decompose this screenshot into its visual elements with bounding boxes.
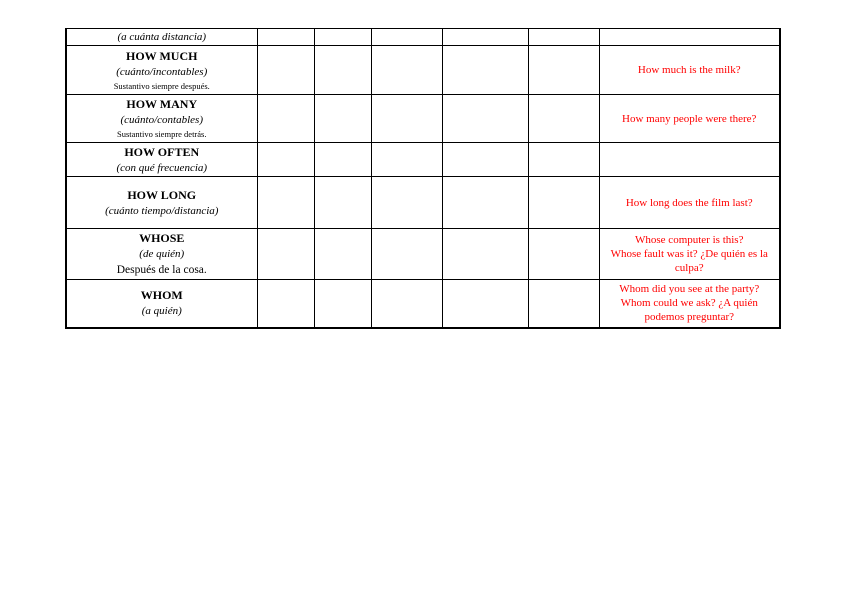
question-word-title: HOW MANY (126, 97, 198, 111)
empty-cell (257, 95, 314, 143)
example-sentence: Whom did you see at the party? (619, 283, 760, 296)
example-cell (599, 46, 780, 95)
example-cell (599, 29, 780, 46)
empty-cell (314, 177, 371, 229)
question-word-cell (66, 143, 257, 177)
empty-cell (257, 29, 314, 46)
usage-note: Sustantivo siempre después. (113, 80, 210, 91)
empty-cell (314, 46, 371, 95)
empty-cell (528, 280, 599, 328)
example-cell (599, 143, 780, 177)
empty-cell (371, 177, 442, 229)
empty-cell (528, 46, 599, 95)
empty-cell (314, 229, 371, 280)
empty-cell (371, 95, 442, 143)
question-word-cell (66, 177, 257, 229)
empty-cell (442, 29, 528, 46)
example-cell (599, 280, 780, 328)
question-word-title: HOW LONG (127, 187, 197, 202)
table-row (66, 95, 780, 143)
gloss-text: (con qué frecuencia) (116, 161, 208, 174)
empty-cell (442, 143, 528, 177)
table-row (66, 229, 780, 280)
empty-cell (257, 280, 314, 328)
question-words-table (65, 28, 781, 329)
empty-cell (314, 143, 371, 177)
example-cell (599, 177, 780, 229)
empty-cell (371, 29, 442, 46)
empty-cell (257, 46, 314, 95)
empty-cell (442, 280, 528, 328)
gloss-text: (de quién) (139, 248, 185, 260)
empty-cell (528, 95, 599, 143)
empty-cell (528, 29, 599, 46)
question-word-title: HOW OFTEN (124, 144, 200, 159)
empty-cell (442, 95, 528, 143)
gloss-text: (cuánto/contables) (120, 114, 203, 126)
empty-cell (257, 177, 314, 229)
empty-cell (371, 143, 442, 177)
table-row (66, 29, 780, 46)
example-sentence: Whose fault was it? ¿De quién es la culpa? (610, 248, 768, 274)
example-cell (599, 95, 780, 143)
usage-note: Después de la cosa. (116, 264, 207, 276)
table-row (66, 177, 780, 229)
empty-cell (528, 229, 599, 280)
gloss-text: (a quién) (141, 305, 182, 318)
empty-cell (528, 177, 599, 229)
empty-cell (442, 46, 528, 95)
empty-cell (371, 229, 442, 280)
example-sentence: Whose computer is this? (635, 234, 744, 246)
question-word-title: WHOSE (139, 231, 185, 245)
table-row (66, 46, 780, 95)
question-word-cell (66, 29, 257, 46)
empty-cell (442, 177, 528, 229)
empty-cell (371, 46, 442, 95)
empty-cell (371, 280, 442, 328)
question-word-title: WHOM (140, 288, 183, 303)
example-cell (599, 229, 780, 280)
gloss-text: (a cuánta distancia) (117, 31, 207, 43)
table-row (66, 280, 780, 328)
example-sentence: How many people were there? (622, 112, 757, 125)
empty-cell (257, 143, 314, 177)
question-word-cell (66, 46, 257, 95)
empty-cell (257, 229, 314, 280)
gloss-text: (cuánto/incontables) (116, 65, 208, 78)
table-row (66, 143, 780, 177)
empty-cell (314, 280, 371, 328)
example-sentence: Whom could we ask? ¿A quién podemos preguntar? (620, 297, 758, 324)
question-word-cell (66, 280, 257, 328)
question-word-cell (66, 95, 257, 143)
usage-note: Sustantivo siempre detrás. (117, 129, 207, 139)
gloss-text: (cuánto tiempo/distancia) (105, 204, 219, 217)
example-sentence: How much is the milk? (637, 64, 741, 76)
empty-cell (528, 143, 599, 177)
question-word-cell (66, 229, 257, 280)
empty-cell (314, 95, 371, 143)
question-word-title: HOW MUCH (126, 48, 198, 63)
example-sentence: How long does the film last? (625, 196, 753, 209)
empty-cell (314, 29, 371, 46)
empty-cell (442, 229, 528, 280)
